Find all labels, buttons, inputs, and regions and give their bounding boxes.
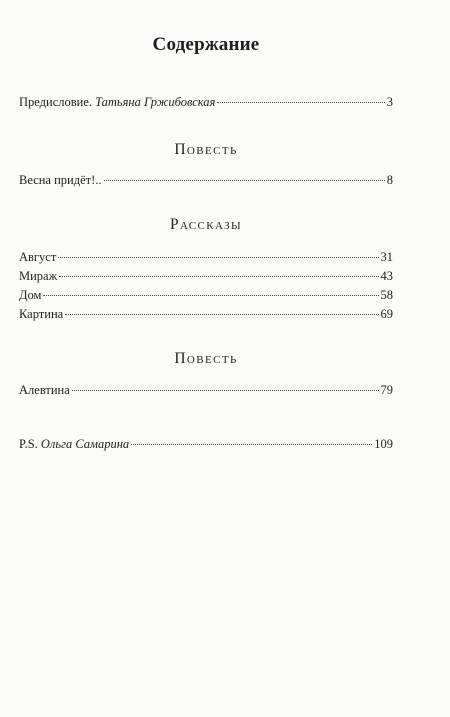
section-heading-rasskazy: Рассказы — [169, 216, 242, 233]
entry-page-number: 58 — [380, 288, 393, 302]
dot-leader — [104, 180, 385, 181]
dot-leader — [131, 444, 372, 445]
entry-title: Мираж — [19, 269, 58, 283]
entry-title: Предисловие. — [19, 95, 93, 109]
entry-title: Картина — [19, 307, 64, 321]
toc-entry-kartina[interactable] — [19, 306, 393, 322]
dot-leader — [217, 102, 384, 103]
dot-leader — [59, 276, 378, 277]
entry-title: Дом — [19, 288, 42, 302]
entry-page-number: 109 — [374, 437, 393, 451]
toc-entry-foreword[interactable] — [19, 94, 393, 110]
entry-title: Август — [19, 250, 57, 264]
toc-entry-avgust[interactable] — [19, 249, 393, 265]
toc-entry-alevtina[interactable] — [19, 382, 393, 398]
toc-entry-ps[interactable] — [19, 436, 393, 452]
entry-title: Весна придёт!.. — [19, 173, 102, 187]
entry-author: Татьяна Гржибовская — [95, 95, 216, 109]
toc-entry-dom[interactable] — [19, 287, 393, 303]
entry-label — [19, 436, 129, 452]
dot-leader — [58, 257, 378, 258]
entry-title: P.S. — [19, 437, 38, 451]
toc-entry-vesna[interactable] — [19, 172, 393, 188]
section-heading-povest-2: Повесть — [174, 350, 238, 367]
entry-page-number: 3 — [386, 95, 393, 109]
entry-page-number: 69 — [380, 307, 393, 321]
entry-title: Алевтина — [19, 383, 70, 397]
section-heading-povest-1: Повесть — [174, 141, 238, 158]
page-title: Содержание — [152, 34, 260, 55]
dot-leader — [72, 390, 379, 391]
dot-leader — [65, 314, 378, 315]
entry-page-number: 8 — [386, 173, 393, 187]
toc-entry-mirazh[interactable] — [19, 268, 393, 284]
entry-page-number: 31 — [380, 250, 393, 264]
entry-page-number: 43 — [380, 269, 393, 283]
entry-label — [19, 94, 215, 110]
entry-author: Ольга Самарина — [40, 437, 130, 451]
dot-leader — [43, 295, 378, 296]
entry-page-number: 79 — [380, 383, 393, 397]
